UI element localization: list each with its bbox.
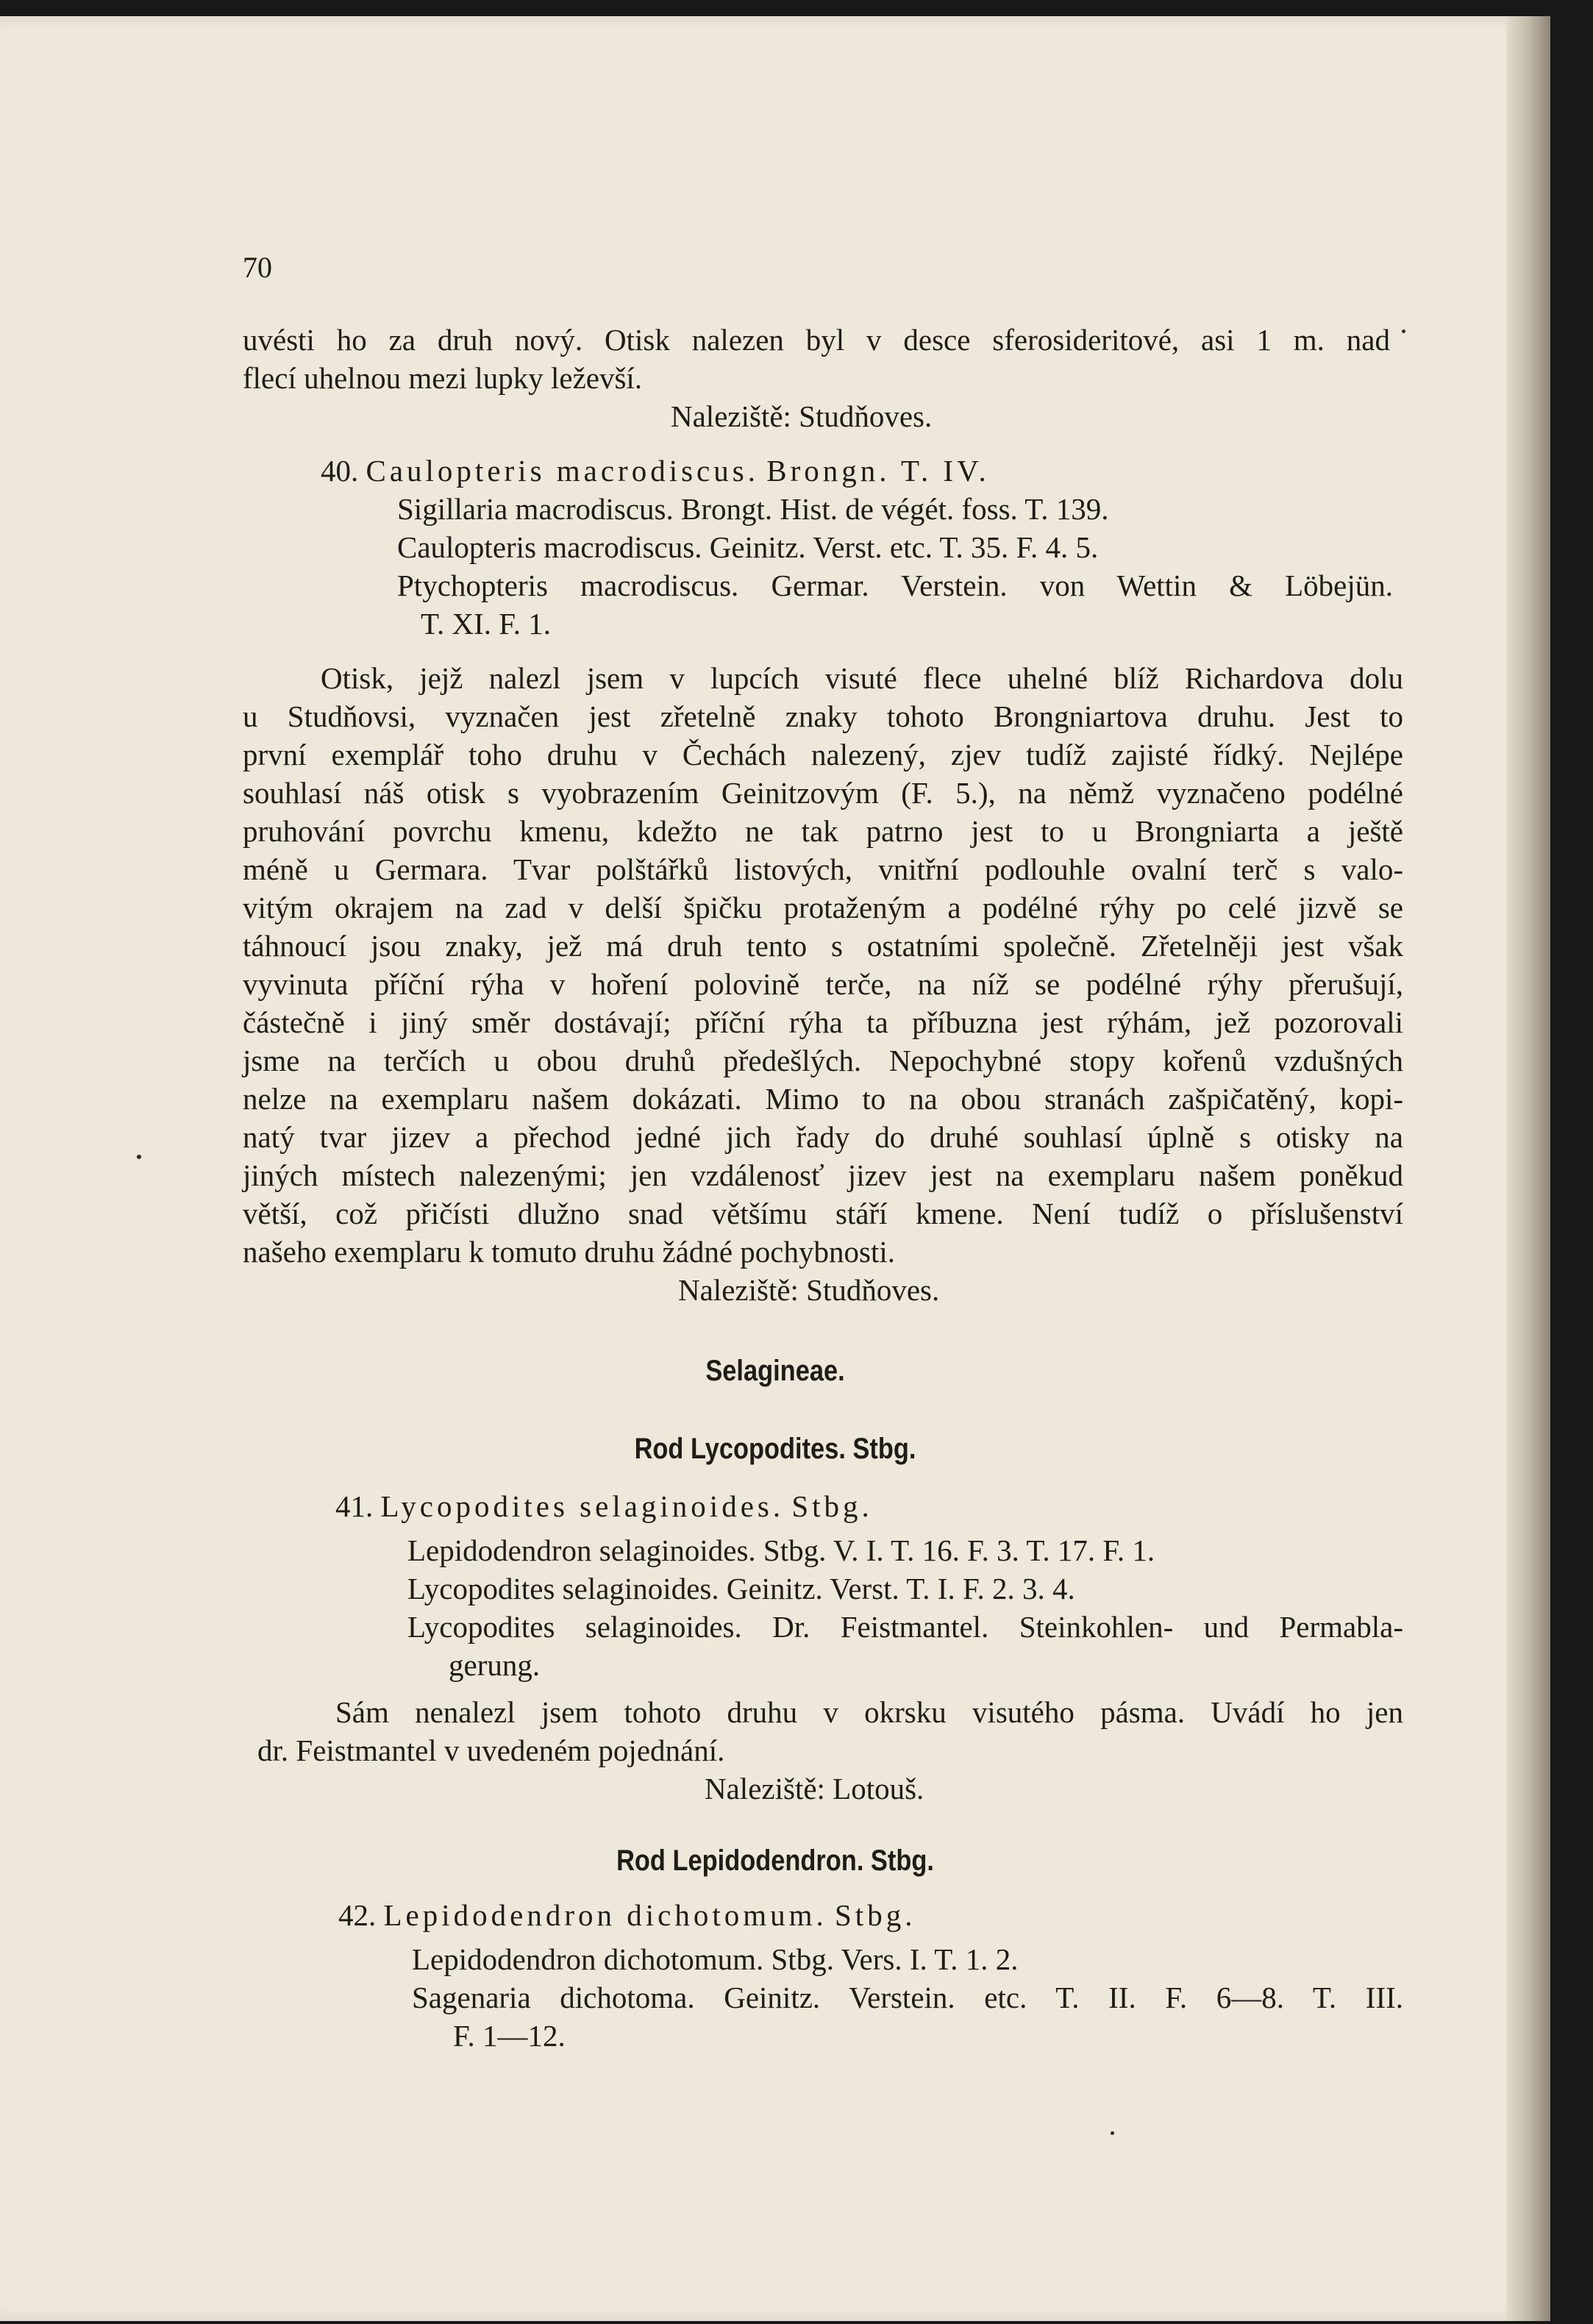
genus-heading: Rod Lycopodites. Stbg. [634, 1433, 916, 1465]
entry-number: 42. [338, 1898, 377, 1932]
paragraph-line: u Studňovsi, vyznačen jest zřetelně znaky tohoto Brongniartova druhu. Jest to [243, 699, 1403, 733]
paragraph-line: vyvinuta příční rýha v hoření polovině terče, na níž se podélné rýhy přerušují, [243, 967, 1403, 1001]
synonym-line: F. 1—12. [453, 2019, 566, 2053]
paragraph-line: Otisk, jejž nalezl jsem v lupcích visuté flece uhelné blíž Richardova dolu [321, 661, 1403, 695]
page-gutter-shadow [1506, 16, 1550, 2321]
species-entry-41-title [335, 1491, 873, 1522]
synonym-line: Lepidodendron dichotomum. Stbg. Vers. I. T. 1. 2. [412, 1942, 1019, 1976]
paragraph-line: dr. Feistmantel v uvedeném pojednání. [257, 1733, 725, 1767]
synonym-line: Caulopteris macrodiscus. Geinitz. Verst. etc. T. 35. F. 4. 5. [397, 530, 1099, 564]
synonym-line: T. XI. F. 1. [421, 607, 552, 641]
genus-heading: Rod Lepidodendron. Stbg. [616, 1844, 934, 1877]
entry-number: 41. [335, 1489, 374, 1523]
paragraph-line: větší, což přičísti dlužno snad většímu stáří kmene. Není tudíž o příslušenství [243, 1197, 1403, 1230]
synonym-line: Lepidodendron selaginoides. Stbg. V. I. T. 16. F. 3. T. 17. F. 1. [407, 1533, 1155, 1567]
page-number: 70 [243, 251, 272, 284]
species-entry-42-title [338, 1900, 916, 1931]
species-author: Stbg. [835, 1898, 916, 1932]
paragraph-line: pruhování povrchu kmenu, kdežto ne tak patrno jest to u Brongniarta a ještě [243, 814, 1403, 848]
paragraph-line: natý tvar jizev a přechod jedné jich řady do druhé souhlasí úplně s otisky na [243, 1120, 1403, 1154]
species-name: Caulopteris macrodiscus. [366, 454, 759, 488]
species-name: Lepidodendron dichotomum. [383, 1898, 827, 1932]
paragraph-line: vitým okrajem na zad v delší špičku protaženým a podélné rýhy po celé jizvě se [243, 891, 1403, 924]
paragraph-line: první exemplář toho druhu v Čechách nalezený, zjev tudíž zajisté řídký. Nejlépe [243, 738, 1403, 771]
paper-speck [1402, 329, 1405, 333]
locality-line: Naleziště: Studňoves. [678, 1273, 940, 1307]
synonym-line: Ptychopteris macrodiscus. Germar. Verstein. von Wettin & Löbejün. [397, 568, 1393, 602]
section-heading: Selagineae. [705, 1355, 845, 1387]
paragraph-line: souhlasí náš otisk s vyobrazením Geinitzovým (F. 5.), na němž vyznačeno podélné [243, 776, 1403, 810]
species-author: Stbg. [791, 1489, 873, 1523]
paragraph-line: našeho exemplaru k tomuto druhu žádné pochybnosti. [243, 1235, 895, 1269]
species-author: Brongn. T. IV. [766, 454, 990, 488]
synonym-line: gerung. [449, 1648, 541, 1682]
synonym-line: Lycopodites selaginoides. Dr. Feistmantel. Steinkohlen- und Permabla- [407, 1610, 1403, 1644]
locality-line: Naleziště: Lotouš. [705, 1772, 924, 1806]
paragraph-line: nelze na exemplaru našem dokázati. Mimo to na obou stranách zašpičatěný, kopi- [243, 1082, 1403, 1116]
paragraph-line: táhnoucí jsou znaky, jež má druh tento s ostatními společně. Zřetelněji jest však [243, 929, 1403, 963]
entry-number: 40. [321, 454, 359, 488]
paragraph-line: méně u Germara. Tvar polštářků listových, vnitřní podlouhle ovalní terč s valo- [243, 852, 1403, 886]
species-entry-40-title [321, 456, 990, 486]
paper-speck [1111, 2131, 1114, 2135]
book-page [0, 16, 1550, 2321]
synonym-line: Sagenaria dichotoma. Geinitz. Verstein. etc. T. II. F. 6—8. T. III. [412, 1981, 1403, 2014]
synonym-line: Sigillaria macrodiscus. Brongt. Hist. de végét. foss. T. 139. [397, 492, 1109, 526]
paragraph-line: jiných místech nalezenými; jen vzdálenosť jizev jest na exemplaru našem poněkud [243, 1158, 1403, 1192]
text-line: flecí uhelnou mezi lupky leževší. [243, 361, 643, 395]
species-name: Lycopodites selaginoides. [380, 1489, 785, 1523]
text-line: uvésti ho za druh nový. Otisk nalezen byl v desce sferosideritové, asi 1 m. nad [243, 323, 1390, 357]
paragraph-line: jsme na terčích u obou druhů předešlých. Nepochybné stopy kořenů vzdušných [243, 1044, 1403, 1077]
paper-speck [137, 1155, 141, 1159]
paragraph-line: částečně i jiný směr dostávají; příční rýha ta příbuzna jest rýhám, jež pozorovali [243, 1005, 1403, 1039]
paragraph-line: Sám nenalezl jsem tohoto druhu v okrsku visutého pásma. Uvádí ho jen [335, 1695, 1403, 1729]
synonym-line: Lycopodites selaginoides. Geinitz. Verst. T. I. F. 2. 3. 4. [407, 1572, 1075, 1605]
locality-line: Naleziště: Studňoves. [671, 399, 933, 433]
